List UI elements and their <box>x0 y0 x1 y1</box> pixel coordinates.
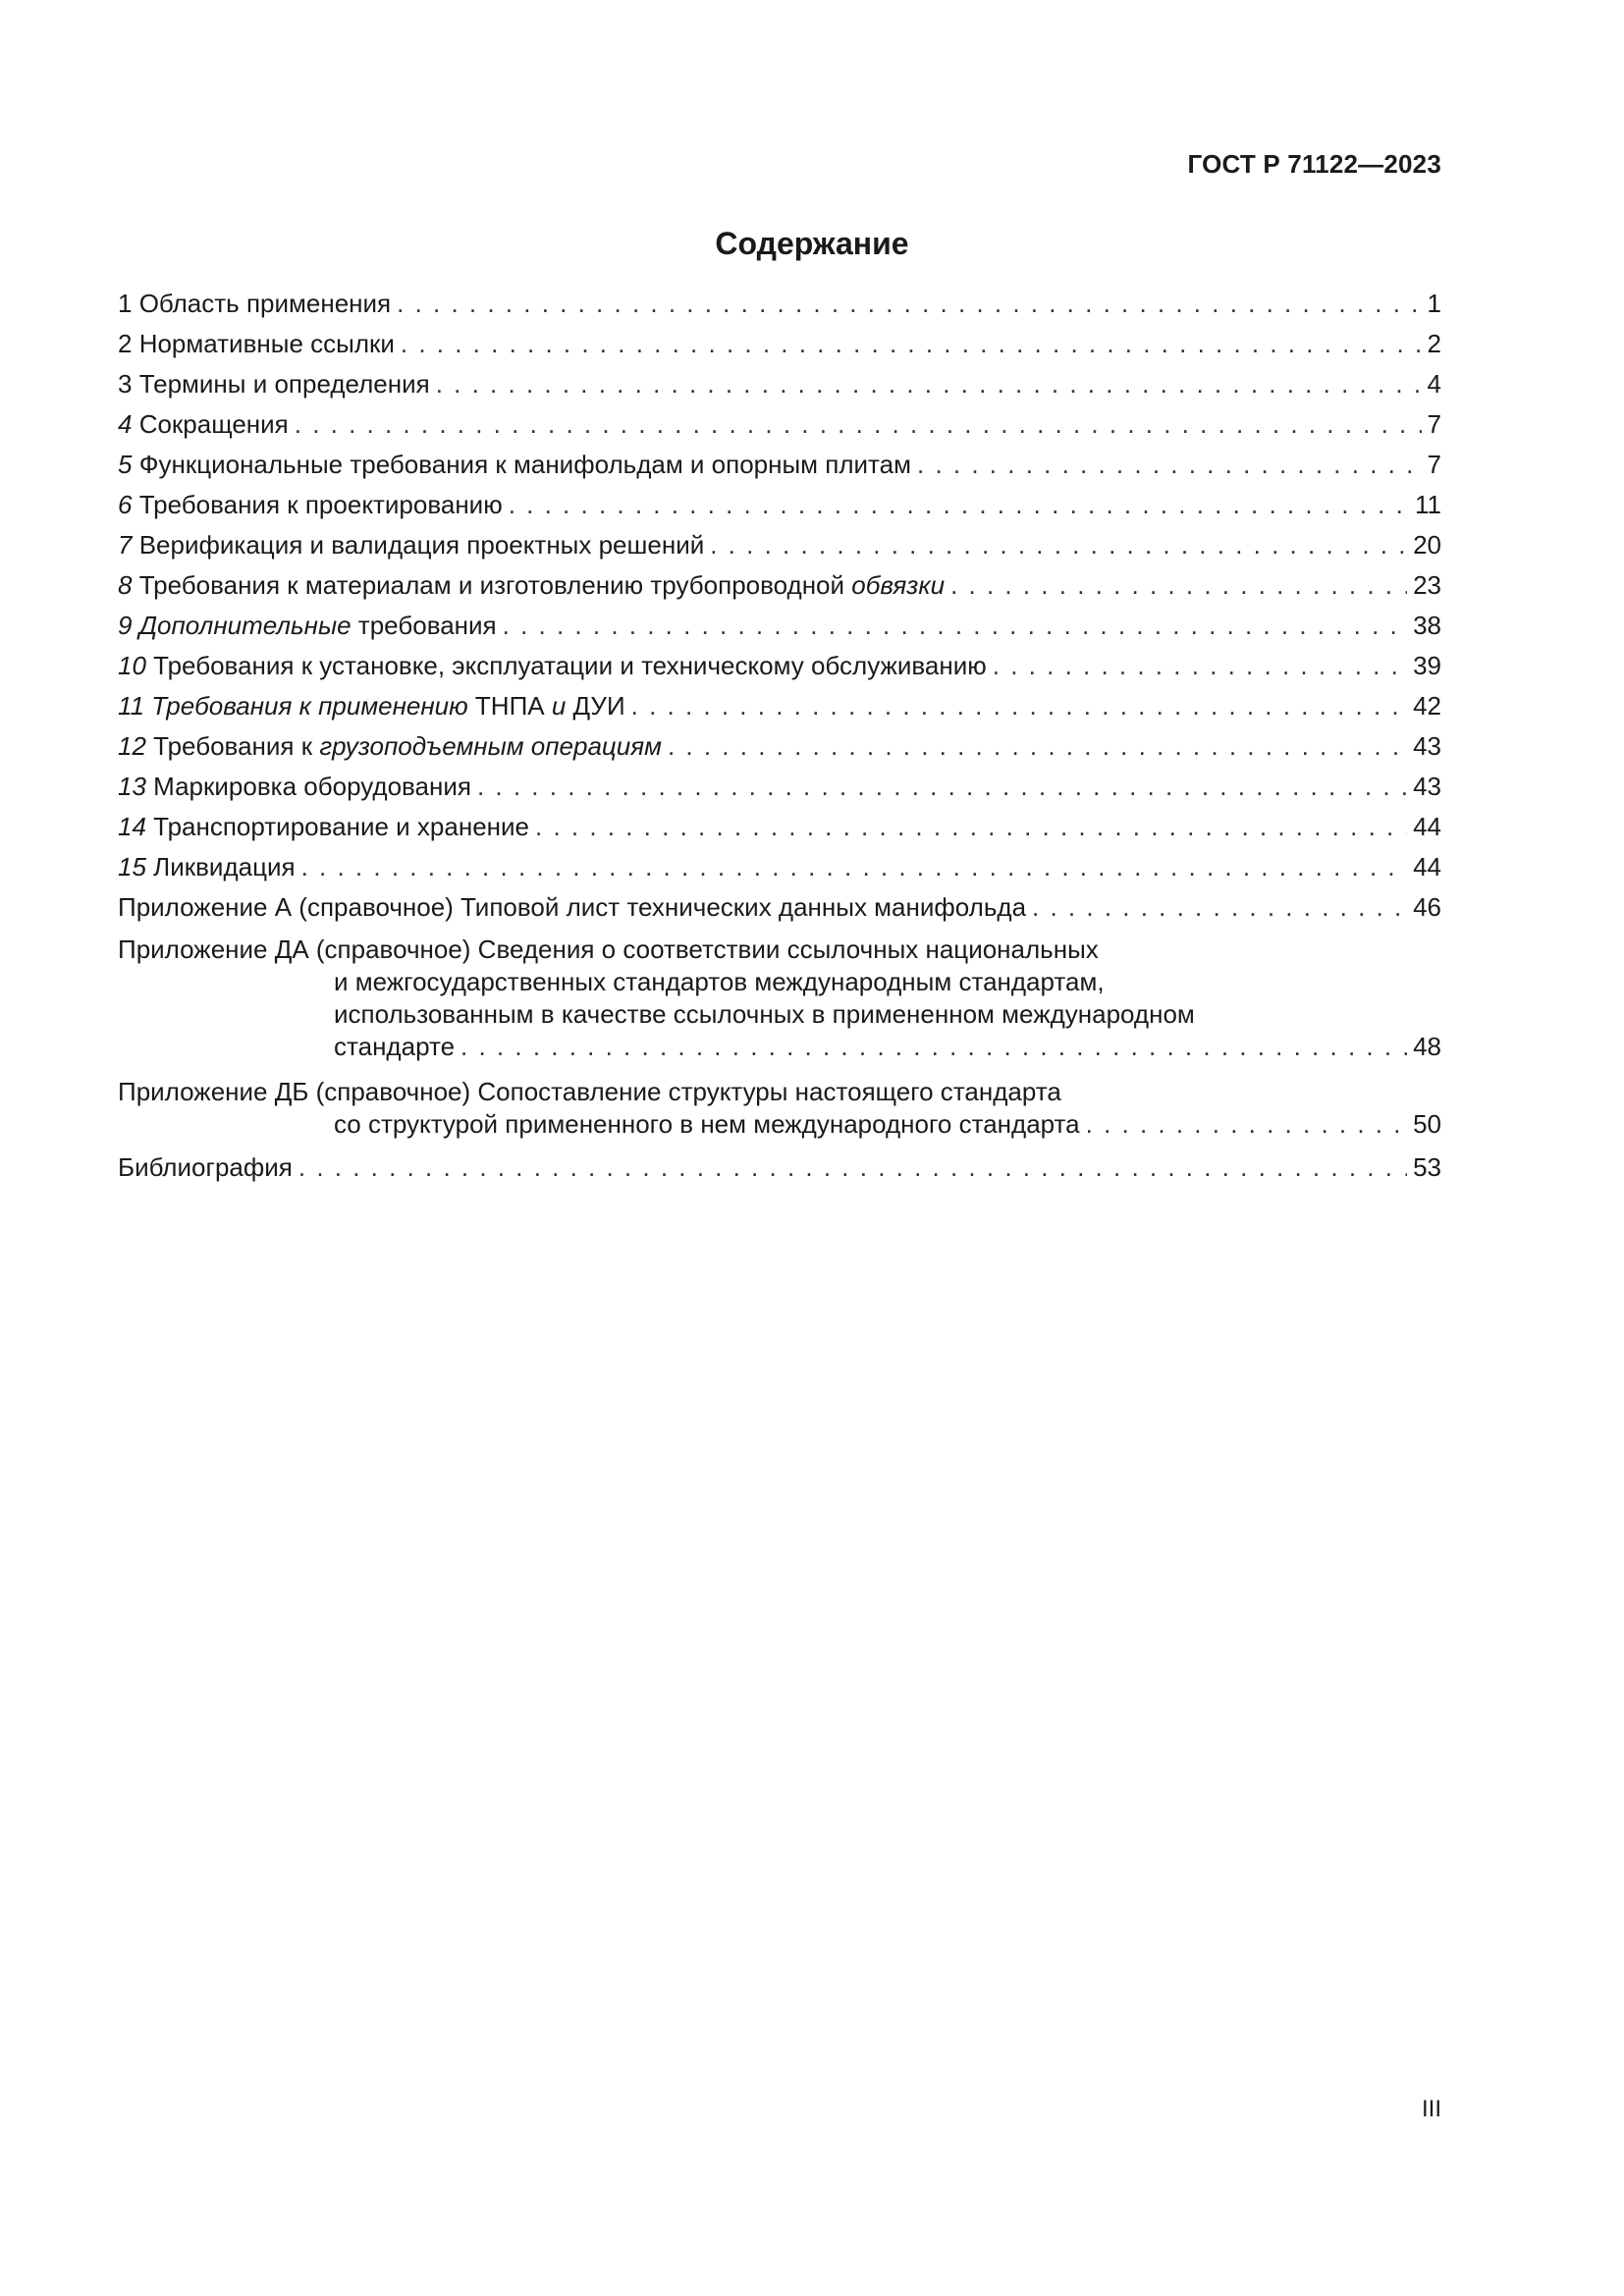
toc-page-number: 53 <box>1413 1152 1441 1182</box>
toc-item-text: грузоподъемным операциям <box>319 731 662 761</box>
toc-item-number: 7 <box>118 530 133 560</box>
toc-item-text: Приложение А (справочное) Типовой лист технических данных манифольда <box>118 892 1027 922</box>
toc-item-label <box>118 892 1026 922</box>
toc-item-text: Маркировка оборудования <box>145 772 471 801</box>
toc-item[interactable] <box>118 409 1441 450</box>
toc-item-bibliography[interactable] <box>118 1152 1441 1193</box>
toc-item[interactable] <box>118 369 1441 409</box>
toc-annex-db-first-line: Приложение ДБ (справочное) Сопоставление структуры настоящего стандарта <box>118 1077 1061 1106</box>
dot-leader <box>295 409 1422 439</box>
toc-item-number: 4 <box>118 409 133 439</box>
toc-item-text: Требования к проектированию <box>132 490 503 519</box>
toc-item[interactable] <box>118 812 1441 852</box>
toc-item-label <box>118 852 296 881</box>
table-of-contents <box>118 289 1441 1193</box>
toc-item[interactable] <box>118 892 1441 933</box>
toc-item-number: 6 <box>118 490 133 519</box>
toc-item-number: 15 <box>118 852 146 881</box>
toc-page-number: 44 <box>1413 812 1441 841</box>
dot-leader <box>1032 892 1407 922</box>
dot-leader <box>298 1152 1407 1182</box>
dot-leader <box>460 1032 1407 1061</box>
toc-item-text: Требования к установке, эксплуатации и техническому обслуживанию <box>145 651 987 680</box>
toc-item-label <box>118 691 625 721</box>
toc-page-number: 44 <box>1413 852 1441 881</box>
toc-annex-da[interactable] <box>118 934 1441 1069</box>
toc-item-text: Область применения <box>132 289 392 318</box>
toc-item[interactable] <box>118 450 1441 490</box>
toc-item-label: Библиография <box>118 1152 293 1182</box>
toc-page-number: 43 <box>1413 772 1441 801</box>
toc-item-number: 8 <box>118 570 133 600</box>
toc-page-number: 50 <box>1413 1109 1441 1139</box>
dot-leader <box>436 369 1422 399</box>
toc-item-number: 5 <box>118 450 133 479</box>
toc-page-number: 38 <box>1413 611 1441 640</box>
toc-item-text: Требования к применению <box>144 691 468 721</box>
toc-item-label <box>118 329 395 358</box>
toc-annex-da-last-line <box>118 1032 1441 1069</box>
toc-item-label <box>118 651 987 680</box>
toc-annex-da-line: и межгосударственных стандартов международным стандартам, <box>334 967 1105 996</box>
toc-item-text: Термины и определения <box>132 369 430 399</box>
toc-page-number: 2 <box>1427 329 1441 358</box>
toc-page-number: 7 <box>1427 409 1441 439</box>
toc-item-number: 1 <box>118 289 133 318</box>
toc-item-text: Требования к <box>145 731 320 761</box>
dot-leader <box>993 651 1407 680</box>
toc-item-label <box>118 450 911 479</box>
toc-page-number: 20 <box>1413 530 1441 560</box>
toc-item-number: 12 <box>118 731 146 761</box>
toc-item[interactable] <box>118 530 1441 570</box>
dot-leader <box>668 731 1407 761</box>
toc-item[interactable] <box>118 852 1441 892</box>
toc-item-text: Транспортирование и хранение <box>145 812 529 841</box>
toc-item-text: Верификация и валидация проектных решений <box>132 530 705 560</box>
dot-leader <box>950 570 1407 600</box>
dot-leader <box>503 611 1407 640</box>
toc-page-number: 42 <box>1413 691 1441 721</box>
dot-leader <box>509 490 1409 519</box>
toc-annex-db[interactable] <box>118 1077 1441 1147</box>
dot-leader <box>301 852 1408 881</box>
toc-page-number: 23 <box>1413 570 1441 600</box>
dot-leader <box>1086 1109 1407 1139</box>
toc-item-number: 13 <box>118 772 146 801</box>
toc-item-label <box>118 490 503 519</box>
toc-item[interactable] <box>118 772 1441 812</box>
toc-item[interactable] <box>118 691 1441 731</box>
dot-leader <box>477 772 1407 801</box>
toc-annex-db-last-line <box>118 1109 1441 1147</box>
toc-item-text: Дополнительные <box>132 611 352 640</box>
toc-item-text: ТНПА <box>467 691 552 721</box>
toc-item-label <box>118 570 945 600</box>
toc-items <box>118 289 1441 933</box>
toc-item-number: 11 <box>118 691 144 721</box>
dot-leader <box>397 289 1421 318</box>
toc-item-label <box>118 731 662 761</box>
toc-annex-da-first-line: Приложение ДА (справочное) Сведения о соответствии ссылочных национальных <box>118 934 1099 964</box>
toc-title: Содержание <box>715 226 909 261</box>
toc-item-label <box>118 369 430 399</box>
dot-leader <box>535 812 1407 841</box>
toc-item-text: обвязки <box>851 570 946 600</box>
toc-item-text: Требования к материалам и изготовлению трубопроводной <box>132 570 852 600</box>
toc-item-label <box>118 289 391 318</box>
toc-annex-da-last-label: стандарте <box>334 1032 456 1061</box>
dot-leader <box>917 450 1422 479</box>
toc-item-number: 2 <box>118 329 133 358</box>
toc-item[interactable] <box>118 329 1441 369</box>
toc-item[interactable] <box>118 490 1441 530</box>
toc-item-number: 9 <box>118 611 133 640</box>
toc-item-number: 10 <box>118 651 146 680</box>
toc-item-text: и <box>551 691 567 721</box>
toc-item-label <box>118 611 497 640</box>
toc-item-text: ДУИ <box>566 691 625 721</box>
toc-item-text: Функциональные требования к манифольдам и опорным плитам <box>132 450 912 479</box>
toc-item-text: Сокращения <box>132 409 289 439</box>
toc-page-number: 46 <box>1413 892 1441 922</box>
toc-page-number: 7 <box>1427 450 1441 479</box>
dot-leader <box>401 329 1422 358</box>
toc-item-number: 3 <box>118 369 133 399</box>
dot-leader <box>710 530 1407 560</box>
toc-page-number: 1 <box>1427 289 1441 318</box>
toc-item-text: Нормативные ссылки <box>132 329 395 358</box>
document-code: ГОСТ Р 71122—2023 <box>1187 149 1441 179</box>
toc-page-number: 39 <box>1413 651 1441 680</box>
toc-item[interactable] <box>118 289 1441 329</box>
toc-item-label <box>118 530 704 560</box>
toc-item[interactable] <box>118 570 1441 611</box>
toc-page-number: 48 <box>1413 1032 1441 1061</box>
toc-page-number: 4 <box>1427 369 1441 399</box>
toc-item-label <box>118 812 529 841</box>
toc-page-number: 43 <box>1413 731 1441 761</box>
toc-item-number: 14 <box>118 812 146 841</box>
toc-page-number: 11 <box>1415 490 1441 519</box>
dot-leader <box>631 691 1407 721</box>
toc-item-label <box>118 409 289 439</box>
toc-item[interactable] <box>118 651 1441 691</box>
toc-item-text: требования <box>351 611 497 640</box>
toc-annex-da-line: использованным в качестве ссылочных в примененном международном <box>334 999 1195 1029</box>
toc-item-text: Ликвидация <box>145 852 296 881</box>
toc-item[interactable] <box>118 731 1441 772</box>
toc-item-label <box>118 772 471 801</box>
toc-annex-db-last-label: со структурой примененного в нем международного стандарта <box>334 1109 1080 1139</box>
toc-item[interactable] <box>118 611 1441 651</box>
page-number: III <box>1421 2096 1441 2122</box>
